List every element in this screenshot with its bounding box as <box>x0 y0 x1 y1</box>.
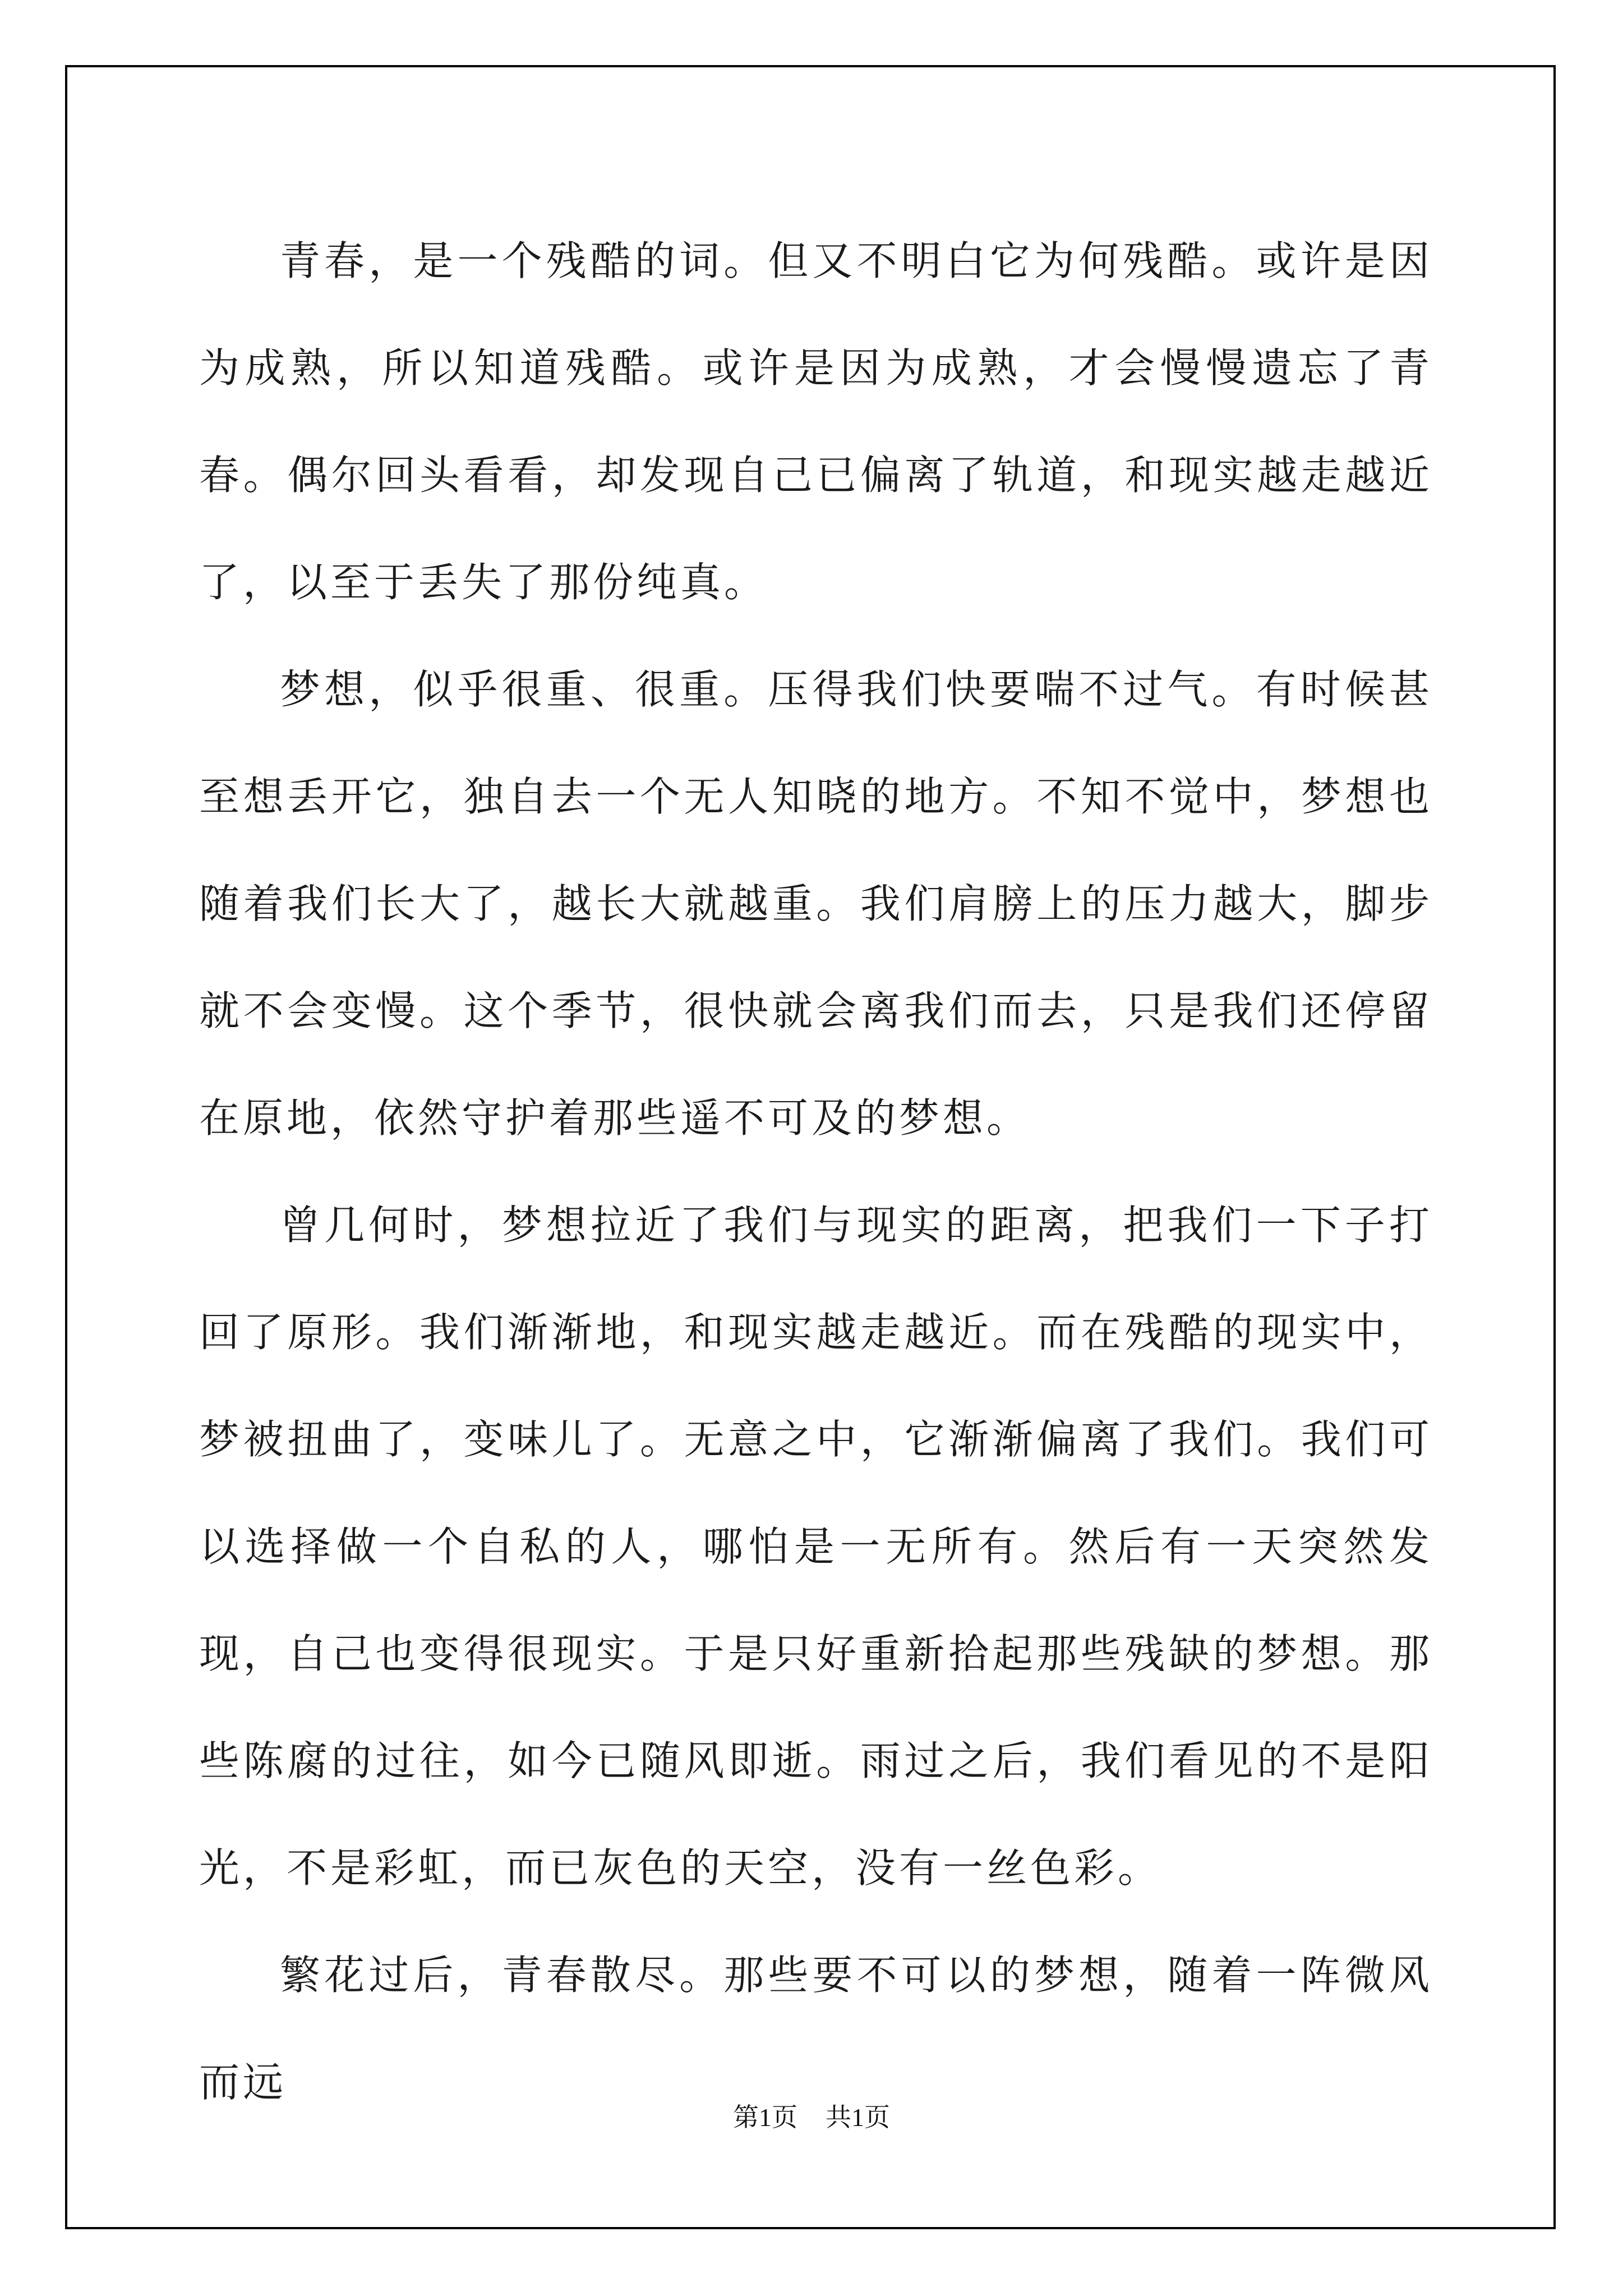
page-footer <box>0 2097 1623 2134</box>
paragraph-1: 青春，是一个残酷的词。但又不明白它为何残酷。或许是因为成熟，所以知道残酷。或许是因为成熟，才会慢慢遗忘了青春。偶尔回头看看，却发现自己已偏离了轨道，和现实越走越近了，以至于丢失了那份纯真。 <box>199 237 1433 606</box>
paragraph-2: 梦想，似乎很重、很重。压得我们快要喘不过气。有时候甚至想丢开它，独自去一个无人知晓的地方。不知不觉中，梦想也随着我们长大了，越长大就越重。我们肩膀上的压力越大，脚步就不会变慢。这个季节，很快就会离我们而去，只是我们还停留在原地，依然守护着那些遥不可及的梦想。 <box>199 666 1433 1142</box>
document-body <box>199 208 1433 2136</box>
page-number-total: 共1页 <box>826 2103 890 2132</box>
page-number-current: 第1页 <box>733 2103 797 2132</box>
paragraph-3: 曾几何时，梦想拉近了我们与现实的距离，把我们一下子打回了原形。我们渐渐地，和现实越走越近。而在残酷的现实中，梦被扭曲了，变味儿了。无意之中，它渐渐偏离了我们。我们可以选择做一个自私的人，哪怕是一无所有。然后有一天突然发现，自己也变得很现实。于是只好重新拾起那些残缺的梦想。那些陈腐的过往，如今已随风即逝。雨过之后，我们看见的不是阳光，不是彩虹，而已灰色的天空，没有一丝色彩。 <box>199 1202 1433 1892</box>
paragraph-4: 繁花过后，青春散尽。那些要不可以的梦想，随着一阵微风而远 <box>199 1952 1433 2106</box>
